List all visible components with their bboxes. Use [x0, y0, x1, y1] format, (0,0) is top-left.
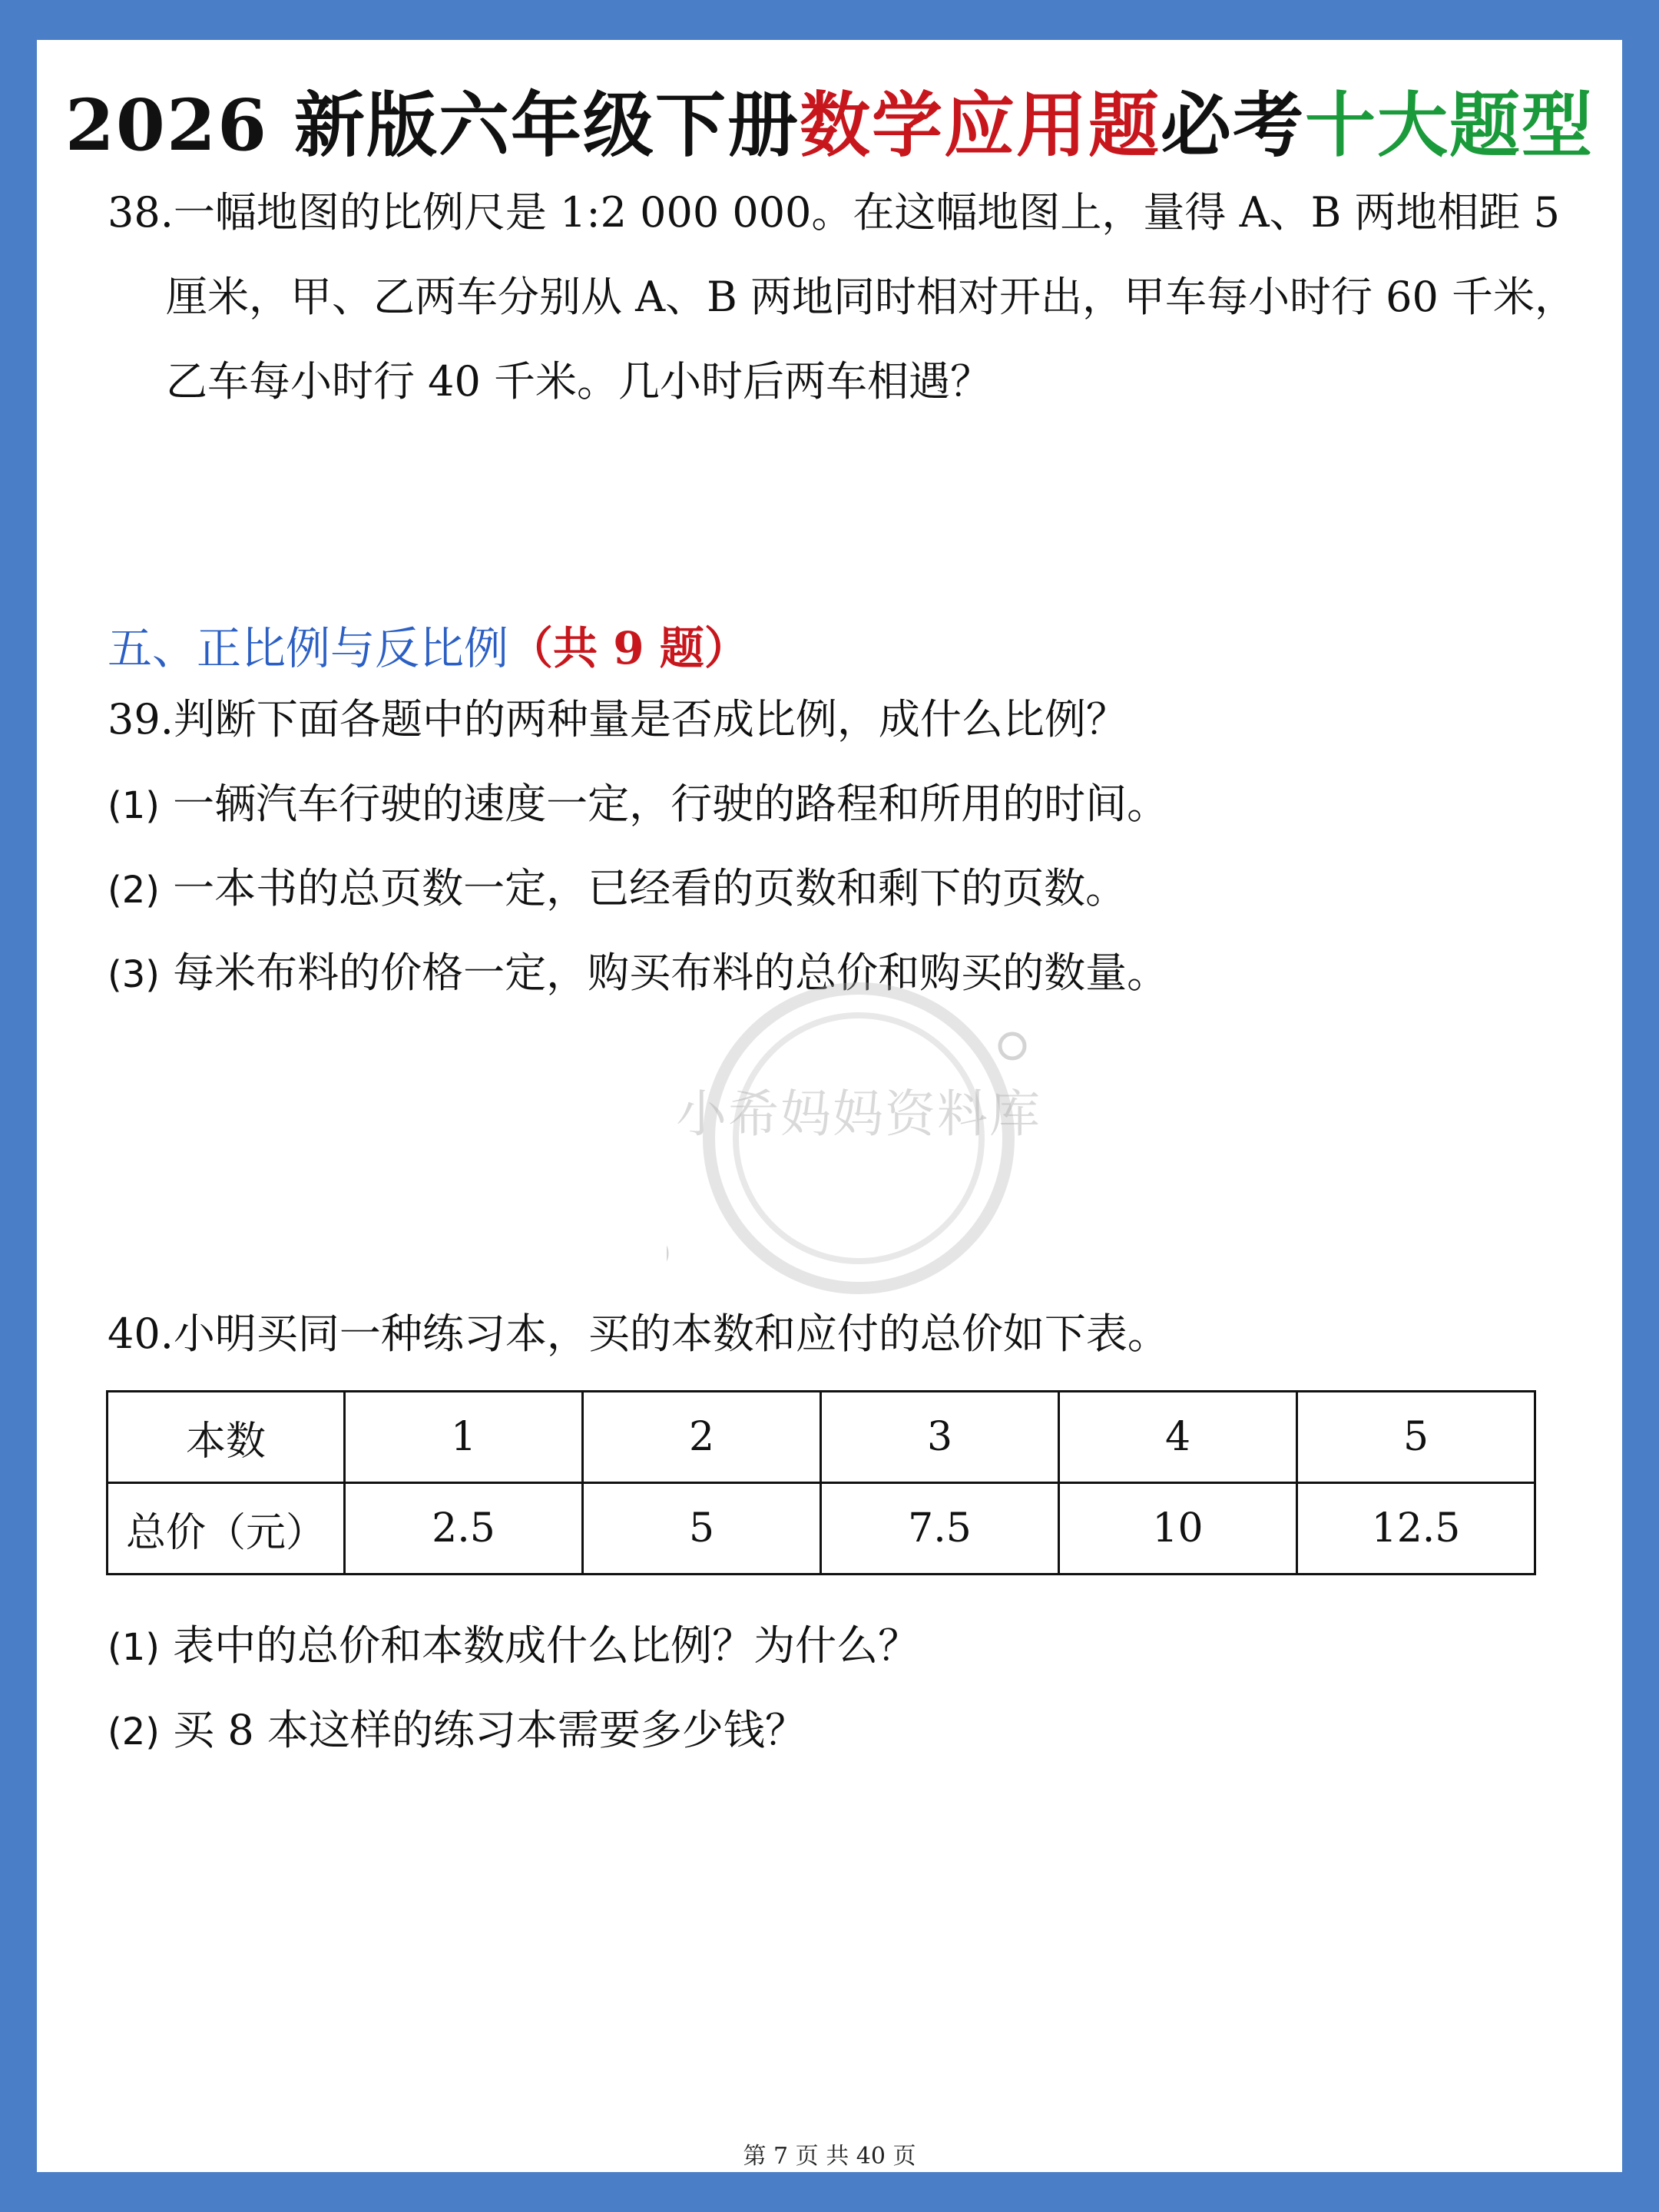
page-title [37, 69, 1622, 171]
title-part-2: 数学应用题 [800, 84, 1161, 167]
table-cell: 2.5 [345, 1483, 583, 1575]
q40-item-2-number: (2) [108, 1710, 160, 1753]
q40-item-2-text: 买 8 本这样的练习本需要多少钱？ [160, 1706, 806, 1754]
q40-item-2 [108, 1706, 806, 1754]
table-cell: 12.5 [1297, 1483, 1535, 1575]
watermark-text: 小希妈妈资料库 [676, 1084, 1041, 1144]
table-cell: 10 [1059, 1483, 1297, 1575]
table-row-header: 本数 [108, 1392, 345, 1483]
q40-item-1-text: 表中的总价和本数成什么比例？为什么？ [160, 1621, 920, 1670]
q39-item-1 [108, 780, 1169, 828]
title-part-1: 2026 新版六年级下册 [65, 84, 800, 167]
q39-item-3-text: 每米布料的价格一定，购买布料的总价和购买的数量。 [160, 949, 1169, 997]
q39-item-1-number: (1) [108, 784, 160, 827]
table-row-header: 总价（元） [108, 1483, 345, 1575]
table-cell: 5 [583, 1483, 821, 1575]
table-row [108, 1483, 1535, 1575]
q39-item-2 [108, 864, 1128, 912]
table-cell: 4 [1059, 1392, 1297, 1483]
q38-line-1: 38.一幅地图的比例尺是 1:2 000 000。在这幅地图上，量得 A、B 两地相距 5 [108, 188, 1560, 237]
q40-item-1-number: (1) [108, 1626, 160, 1669]
page-footer: 第 7 页 共 40 页 [743, 2143, 916, 2170]
q39-item-2-text: 一本书的总页数一定，已经看的页数和剩下的页数。 [160, 864, 1128, 912]
table-cell: 2 [583, 1392, 821, 1483]
table-cell: 1 [345, 1392, 583, 1483]
q39-item-3-number: (3) [108, 953, 160, 996]
table-cell: 3 [821, 1392, 1059, 1483]
q38-line-2: 厘米，甲、乙两车分别从 A、B 两地同时相对开出，甲车每小时行 60 千米， [166, 273, 1577, 321]
q39-item-1-text: 一辆汽车行驶的速度一定，行驶的路程和所用的时间。 [160, 780, 1169, 828]
table-cell: 7.5 [821, 1483, 1059, 1575]
q39-stem: 39.判断下面各题中的两种量是否成比例，成什么比例？ [108, 695, 1128, 743]
section-heading [108, 612, 749, 677]
q39-item-2-number: (2) [108, 869, 160, 912]
title-part-3: 必考 [1161, 84, 1306, 167]
q40-stem: 40.小明买同一种练习本，买的本数和应付的总价如下表。 [108, 1310, 1169, 1358]
worksheet-page [37, 40, 1622, 2172]
table-cell: 5 [1297, 1392, 1535, 1483]
q40-item-1 [108, 1621, 920, 1670]
section-heading-text: 五、正比例与反比例 [108, 622, 509, 674]
title-part-4: 十大题型 [1305, 84, 1594, 167]
q38-line-3: 乙车每小时行 40 千米。几小时后两车相遇？ [166, 357, 992, 406]
price-table [106, 1390, 1536, 1575]
section-question-count: （共 9 题） [508, 622, 749, 674]
table-row [108, 1392, 1535, 1483]
